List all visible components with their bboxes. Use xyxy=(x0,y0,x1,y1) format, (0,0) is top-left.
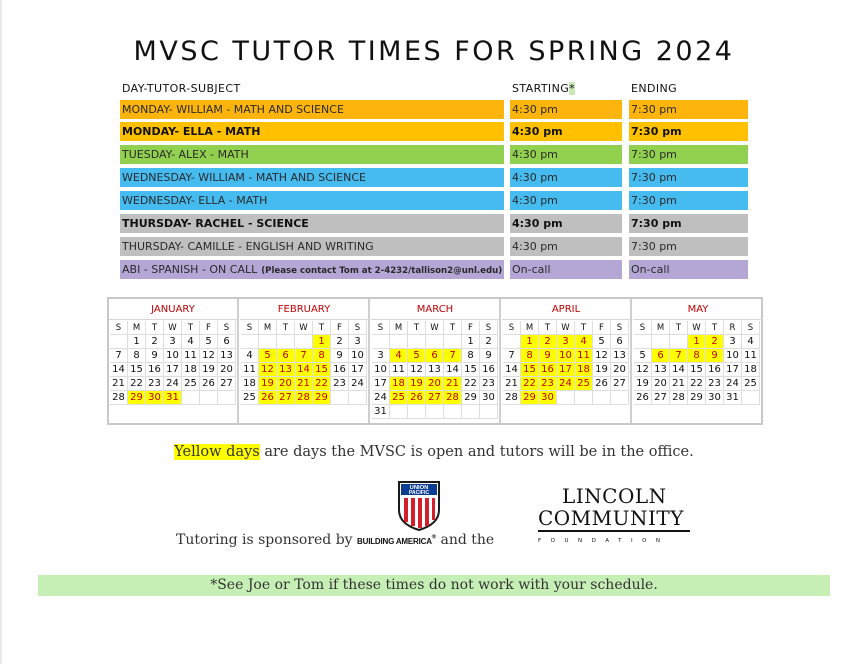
calendar-day: 21 xyxy=(110,377,128,391)
month-grid xyxy=(503,321,629,405)
calendar-day: 29 xyxy=(313,391,331,405)
page-title: MVSC TUTOR TIMES FOR SPRING 2024 xyxy=(133,36,735,67)
calendar-day: 6 xyxy=(426,349,444,363)
yellow-days-highlight: Yellow days xyxy=(174,444,260,460)
calendar-day: 9 xyxy=(480,349,498,363)
calendar-day: 17 xyxy=(724,363,742,377)
month-grid xyxy=(241,321,367,405)
calendar-empty-cell xyxy=(503,335,521,349)
day-of-week-label: S xyxy=(480,321,498,335)
schedule-row-start: 4:30 pm xyxy=(510,214,622,233)
lincoln-logo-line2: COMMUNITY xyxy=(538,506,684,530)
calendar-empty-cell xyxy=(444,405,462,419)
month-name: APRIL xyxy=(551,304,581,315)
calendar-month xyxy=(240,299,370,423)
calendar-day: 11 xyxy=(182,349,200,363)
calendar-day: 12 xyxy=(593,349,611,363)
day-of-week-label: T xyxy=(670,321,688,335)
sponsor-company: BUILDING AMERICA xyxy=(357,537,432,546)
month-name: MARCH xyxy=(416,304,454,315)
calendar-day: 24 xyxy=(349,377,367,391)
calendar-day: 7 xyxy=(444,349,462,363)
calendar-day: 27 xyxy=(277,391,295,405)
calendar-day: 17 xyxy=(164,363,182,377)
calendar-day: 24 xyxy=(164,377,182,391)
calendar-day: 1 xyxy=(128,335,146,349)
calendar-day: 15 xyxy=(128,363,146,377)
day-of-week-label: W xyxy=(688,321,706,335)
header-starting-mark: * xyxy=(569,82,576,95)
calendar-day: 14 xyxy=(110,363,128,377)
calendar-day: 11 xyxy=(390,363,408,377)
calendar-day: 28 xyxy=(295,391,313,405)
day-of-week-label: W xyxy=(295,321,313,335)
calendar-day: 23 xyxy=(539,377,557,391)
header-starting-label: STARTING xyxy=(512,82,570,95)
month-name-rule xyxy=(633,319,763,320)
calendar-day: 4 xyxy=(182,335,200,349)
schedule-row-end: On-call xyxy=(629,260,748,279)
sponsor-trademark: ® xyxy=(431,534,437,541)
day-of-week-label: S xyxy=(372,321,390,335)
schedule-subject-text: TUESDAY- ALEX - MATH xyxy=(122,148,249,161)
calendar-day: 22 xyxy=(128,377,146,391)
calendar-day: 26 xyxy=(634,391,652,405)
schedule-row-subject xyxy=(120,237,504,256)
calendar-day: 30 xyxy=(539,391,557,405)
calendar-day: 20 xyxy=(277,377,295,391)
day-of-week-label: F xyxy=(331,321,349,335)
day-of-week-label: M xyxy=(521,321,539,335)
calendar-day: 3 xyxy=(724,335,742,349)
calendar-day: 27 xyxy=(611,377,629,391)
day-of-week-label: T xyxy=(313,321,331,335)
calendar-day: 3 xyxy=(372,349,390,363)
calendar-empty-cell xyxy=(110,335,128,349)
calendar-day: 18 xyxy=(241,377,259,391)
calendar-day: 21 xyxy=(503,377,521,391)
calendar-day: 19 xyxy=(593,363,611,377)
calendar-empty-cell xyxy=(557,391,575,405)
day-of-week-label: M xyxy=(128,321,146,335)
calendar-empty-cell xyxy=(331,391,349,405)
schedule-subject-text: MONDAY- WILLIAM - MATH AND SCIENCE xyxy=(122,103,344,116)
calendar-day: 6 xyxy=(277,349,295,363)
day-of-week-label: W xyxy=(426,321,444,335)
calendar-day: 14 xyxy=(295,363,313,377)
yellow-days-text: are days the MVSC is open and tutors will be in the office. xyxy=(259,444,694,460)
schedule-row-end: 7:30 pm xyxy=(629,168,748,187)
calendar-empty-cell xyxy=(444,335,462,349)
calendar-day: 13 xyxy=(277,363,295,377)
calendar-day: 25 xyxy=(575,377,593,391)
calendar-day: 25 xyxy=(390,391,408,405)
lincoln-community-foundation-logo xyxy=(538,484,684,544)
calendar-empty-cell xyxy=(742,391,760,405)
calendar-day: 10 xyxy=(724,349,742,363)
calendar-day: 22 xyxy=(462,377,480,391)
calendar-day: 26 xyxy=(200,377,218,391)
calendar-day: 8 xyxy=(128,349,146,363)
calendar-day: 11 xyxy=(575,349,593,363)
calendar-empty-cell xyxy=(372,335,390,349)
calendar-day: 29 xyxy=(462,391,480,405)
calendar-day: 23 xyxy=(146,377,164,391)
schedule-row-subject xyxy=(120,214,504,233)
calendar-empty-cell xyxy=(295,335,313,349)
schedule-row-end: 7:30 pm xyxy=(629,122,748,141)
calendar-day: 16 xyxy=(539,363,557,377)
day-of-week-label: S xyxy=(241,321,259,335)
calendar-day: 14 xyxy=(670,363,688,377)
day-of-week-label: M xyxy=(390,321,408,335)
calendar-day: 10 xyxy=(557,349,575,363)
calendar-day: 8 xyxy=(462,349,480,363)
calendar-empty-cell xyxy=(259,335,277,349)
sponsor-line xyxy=(176,532,494,548)
calendar-day: 30 xyxy=(480,391,498,405)
calendar-day: 7 xyxy=(670,349,688,363)
calendar-empty-cell xyxy=(670,335,688,349)
calendar-day: 24 xyxy=(724,377,742,391)
calendar-month xyxy=(371,299,501,423)
calendar-day: 6 xyxy=(218,335,236,349)
calendar-day: 26 xyxy=(259,391,277,405)
calendar-day: 12 xyxy=(634,363,652,377)
calendar-day: 7 xyxy=(503,349,521,363)
calendar-day: 4 xyxy=(575,335,593,349)
calendar-day: 5 xyxy=(408,349,426,363)
calendar-day: 25 xyxy=(241,391,259,405)
calendar-day: 11 xyxy=(241,363,259,377)
calendar-day: 12 xyxy=(259,363,277,377)
calendar-day: 13 xyxy=(652,363,670,377)
calendar-day: 2 xyxy=(706,335,724,349)
day-of-week-label: M xyxy=(652,321,670,335)
day-of-week-label: W xyxy=(557,321,575,335)
calendar-day: 9 xyxy=(706,349,724,363)
calendar-day: 19 xyxy=(634,377,652,391)
day-of-week-label: T xyxy=(277,321,295,335)
calendar-day: 1 xyxy=(521,335,539,349)
day-of-week-label: S xyxy=(611,321,629,335)
schedule-row-start: 4:30 pm xyxy=(510,191,622,210)
calendar-day: 14 xyxy=(503,363,521,377)
calendar-empty-cell xyxy=(241,335,259,349)
calendar-empty-cell xyxy=(390,405,408,419)
calendar-day: 26 xyxy=(408,391,426,405)
calendar-day: 5 xyxy=(593,335,611,349)
lincoln-logo-rule xyxy=(538,530,690,532)
schedule-row-end: 7:30 pm xyxy=(629,237,748,256)
calendar-empty-cell xyxy=(390,335,408,349)
calendar-day: 7 xyxy=(110,349,128,363)
calendar-day: 16 xyxy=(331,363,349,377)
calendar-day: 28 xyxy=(503,391,521,405)
schedule-row-end: 7:30 pm xyxy=(629,100,748,119)
calendar-day: 22 xyxy=(688,377,706,391)
calendar-day: 2 xyxy=(146,335,164,349)
month-name: FEBRUARY xyxy=(277,304,331,315)
calendar-empty-cell xyxy=(575,391,593,405)
header-subject: DAY-TUTOR-SUBJECT xyxy=(122,82,241,95)
calendar-day: 16 xyxy=(480,363,498,377)
schedule-subject-text: MONDAY- ELLA - MATH xyxy=(122,125,261,138)
calendar-day: 28 xyxy=(670,391,688,405)
calendar-day: 24 xyxy=(557,377,575,391)
calendar-day: 31 xyxy=(372,405,390,419)
calendar-day: 10 xyxy=(164,349,182,363)
calendar-day: 15 xyxy=(521,363,539,377)
day-of-week-label: M xyxy=(259,321,277,335)
day-of-week-label: T xyxy=(444,321,462,335)
calendar-day: 18 xyxy=(182,363,200,377)
calendar-day: 8 xyxy=(521,349,539,363)
footer-note: *See Joe or Tom if these times do not work with your schedule. xyxy=(38,575,830,596)
calendar-day: 16 xyxy=(146,363,164,377)
schedule-row-subject xyxy=(120,122,504,141)
calendar-day: 9 xyxy=(146,349,164,363)
calendar-day: 13 xyxy=(426,363,444,377)
day-of-week-label: F xyxy=(462,321,480,335)
calendar-day: 30 xyxy=(706,391,724,405)
day-of-week-label: S xyxy=(110,321,128,335)
calendar-day: 18 xyxy=(575,363,593,377)
schedule-subject-text: WEDNESDAY- WILLIAM - MATH AND SCIENCE xyxy=(122,171,366,184)
union-pacific-line1: UNION xyxy=(409,485,429,491)
calendar-day: 26 xyxy=(593,377,611,391)
day-of-week-label: S xyxy=(503,321,521,335)
calendar-day: 3 xyxy=(557,335,575,349)
calendar-day: 3 xyxy=(349,335,367,349)
sponsor-middle: and the xyxy=(436,532,495,548)
calendar-empty-cell xyxy=(426,335,444,349)
sponsor-prefix: Tutoring is sponsored by xyxy=(176,532,358,548)
calendar-empty-cell xyxy=(652,335,670,349)
yellow-days-note xyxy=(0,444,868,460)
calendar-day: 28 xyxy=(444,391,462,405)
calendar-day: 15 xyxy=(688,363,706,377)
calendar-day: 5 xyxy=(634,349,652,363)
calendar-empty-cell xyxy=(462,405,480,419)
calendar-day: 7 xyxy=(295,349,313,363)
schedule-row-end: 7:30 pm xyxy=(629,214,748,233)
calendar-day: 25 xyxy=(742,377,760,391)
calendar-day: 17 xyxy=(349,363,367,377)
month-name: JANUARY xyxy=(151,304,195,315)
calendar-day: 29 xyxy=(128,391,146,405)
day-of-week-label: T xyxy=(575,321,593,335)
calendar-day: 29 xyxy=(688,391,706,405)
month-grid xyxy=(372,321,498,419)
day-of-week-label: T xyxy=(539,321,557,335)
day-of-week-label: F xyxy=(593,321,611,335)
calendar-day: 5 xyxy=(259,349,277,363)
calendar-day: 11 xyxy=(742,349,760,363)
calendar-day: 17 xyxy=(557,363,575,377)
calendar-day: 30 xyxy=(146,391,164,405)
calendar-empty-cell xyxy=(408,335,426,349)
calendar-empty-cell xyxy=(593,391,611,405)
calendar-empty-cell xyxy=(182,391,200,405)
calendar-day: 4 xyxy=(390,349,408,363)
calendar-empty-cell xyxy=(200,391,218,405)
schedule-row-start: 4:30 pm xyxy=(510,100,622,119)
day-of-week-label: S xyxy=(349,321,367,335)
calendar-day: 3 xyxy=(164,335,182,349)
calendar xyxy=(107,297,763,425)
calendar-day: 19 xyxy=(200,363,218,377)
month-name: MAY xyxy=(687,304,709,315)
month-name-rule xyxy=(502,319,630,320)
calendar-day: 1 xyxy=(688,335,706,349)
calendar-day: 1 xyxy=(462,335,480,349)
calendar-day: 27 xyxy=(652,391,670,405)
calendar-day: 6 xyxy=(611,335,629,349)
calendar-day: 14 xyxy=(444,363,462,377)
calendar-month xyxy=(633,299,763,423)
calendar-day: 23 xyxy=(331,377,349,391)
calendar-day: 13 xyxy=(611,349,629,363)
month-grid xyxy=(110,321,236,405)
calendar-day: 19 xyxy=(408,377,426,391)
day-of-week-label: S xyxy=(634,321,652,335)
calendar-empty-cell xyxy=(408,405,426,419)
day-of-week-label: F xyxy=(200,321,218,335)
calendar-day: 27 xyxy=(218,377,236,391)
calendar-empty-cell xyxy=(480,405,498,419)
page-edge xyxy=(0,0,2,664)
day-of-week-label: S xyxy=(742,321,760,335)
schedule-row-start: On-call xyxy=(510,260,622,279)
calendar-day: 8 xyxy=(688,349,706,363)
day-of-week-label: T xyxy=(182,321,200,335)
month-name-rule xyxy=(109,319,237,320)
day-of-week-label: T xyxy=(706,321,724,335)
day-of-week-label: T xyxy=(408,321,426,335)
calendar-day: 21 xyxy=(670,377,688,391)
calendar-day: 1 xyxy=(313,335,331,349)
day-of-week-label: S xyxy=(218,321,236,335)
calendar-day: 17 xyxy=(372,377,390,391)
calendar-day: 21 xyxy=(295,377,313,391)
calendar-day: 4 xyxy=(241,349,259,363)
calendar-day: 24 xyxy=(372,391,390,405)
calendar-day: 20 xyxy=(611,363,629,377)
calendar-day: 6 xyxy=(652,349,670,363)
calendar-day: 31 xyxy=(724,391,742,405)
day-of-week-label: R xyxy=(724,321,742,335)
calendar-month xyxy=(502,299,632,423)
calendar-empty-cell xyxy=(426,405,444,419)
calendar-day: 22 xyxy=(521,377,539,391)
schedule-row-subject xyxy=(120,168,504,187)
month-name-rule xyxy=(240,319,368,320)
calendar-day: 8 xyxy=(313,349,331,363)
union-pacific-line2: PACIFIC xyxy=(408,490,430,496)
month-grid xyxy=(634,321,760,405)
calendar-day: 12 xyxy=(200,349,218,363)
calendar-day: 20 xyxy=(652,377,670,391)
schedule-row-end: 7:30 pm xyxy=(629,191,748,210)
lincoln-logo-line1: LINCOLN xyxy=(562,484,667,508)
schedule-row-subject xyxy=(120,100,504,119)
schedule-row-start: 4:30 pm xyxy=(510,168,622,187)
schedule-subject-text: WEDNESDAY- ELLA - MATH xyxy=(122,194,268,207)
calendar-day: 18 xyxy=(390,377,408,391)
calendar-day: 27 xyxy=(426,391,444,405)
calendar-day: 15 xyxy=(462,363,480,377)
calendar-day: 22 xyxy=(313,377,331,391)
calendar-day: 10 xyxy=(372,363,390,377)
calendar-empty-cell xyxy=(277,335,295,349)
lincoln-logo-line3: FOUNDATION xyxy=(538,538,670,544)
calendar-day: 15 xyxy=(313,363,331,377)
month-name-rule xyxy=(371,319,499,320)
calendar-day: 19 xyxy=(259,377,277,391)
calendar-day: 31 xyxy=(164,391,182,405)
day-of-week-label: T xyxy=(146,321,164,335)
schedule-row-subject xyxy=(120,145,504,164)
calendar-empty-cell xyxy=(634,335,652,349)
calendar-day: 16 xyxy=(706,363,724,377)
calendar-day: 2 xyxy=(480,335,498,349)
schedule-subject-text: THURSDAY- RACHEL - SCIENCE xyxy=(122,217,309,230)
day-of-week-label: W xyxy=(164,321,182,335)
calendar-day: 18 xyxy=(742,363,760,377)
calendar-day: 9 xyxy=(539,349,557,363)
schedule-row-subject xyxy=(120,260,504,279)
calendar-empty-cell xyxy=(611,391,629,405)
calendar-day: 10 xyxy=(349,349,367,363)
calendar-day: 23 xyxy=(480,377,498,391)
schedule-subject-text: THURSDAY- CAMILLE - ENGLISH AND WRITING xyxy=(122,240,374,253)
calendar-day: 20 xyxy=(218,363,236,377)
calendar-day: 12 xyxy=(408,363,426,377)
calendar-day: 28 xyxy=(110,391,128,405)
schedule-row-end: 7:30 pm xyxy=(629,145,748,164)
calendar-day: 13 xyxy=(218,349,236,363)
schedule-subject-text: ABI - SPANISH - ON CALL xyxy=(122,263,258,276)
schedule-row-start: 4:30 pm xyxy=(510,237,622,256)
calendar-day: 25 xyxy=(182,377,200,391)
calendar-day: 23 xyxy=(706,377,724,391)
calendar-day: 2 xyxy=(331,335,349,349)
header-ending: ENDING xyxy=(631,82,678,95)
calendar-day: 5 xyxy=(200,335,218,349)
calendar-empty-cell xyxy=(349,391,367,405)
calendar-empty-cell xyxy=(218,391,236,405)
schedule-row-start: 4:30 pm xyxy=(510,122,622,141)
union-pacific-logo xyxy=(396,480,442,532)
schedule-note-text: (Please contact Tom at 2-4232/tallison2@unl.edu) xyxy=(261,266,503,276)
calendar-day: 4 xyxy=(742,335,760,349)
header-starting xyxy=(512,82,575,95)
calendar-day: 20 xyxy=(426,377,444,391)
calendar-day: 9 xyxy=(331,349,349,363)
calendar-day: 21 xyxy=(444,377,462,391)
calendar-day: 29 xyxy=(521,391,539,405)
calendar-day: 2 xyxy=(539,335,557,349)
calendar-month xyxy=(109,299,239,423)
schedule-row-subject xyxy=(120,191,504,210)
schedule-row-start: 4:30 pm xyxy=(510,145,622,164)
